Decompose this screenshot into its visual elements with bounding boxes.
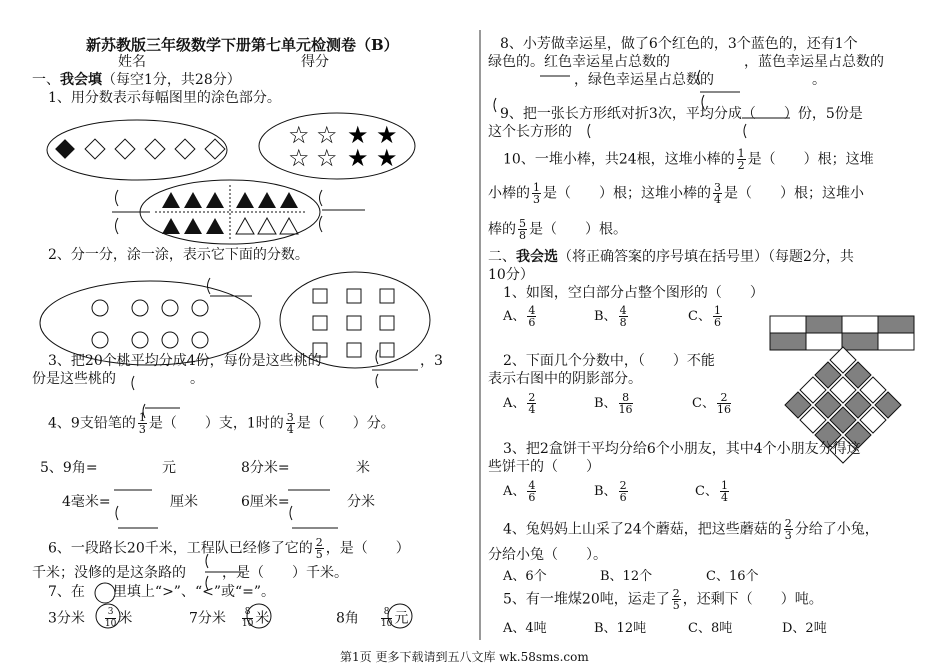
c4-option-a[interactable]: A、6个	[503, 569, 547, 584]
q5-item-1: 5、9角=	[40, 460, 98, 476]
page-title: 新苏教版三年级数学下册第七单元检测卷（B）	[86, 36, 399, 54]
q8-text-c: ，蓝色幸运星占总数的	[744, 54, 884, 70]
c1-text: 1、如图，空白部分占整个图形的（ ）	[503, 285, 764, 301]
q1-diamond-figure	[47, 120, 227, 180]
q5-item-4: 6厘米=	[241, 494, 290, 510]
q3-text-c: 份是这些桃的	[32, 371, 116, 387]
q10-frac-3: $\frac{3}{4}$	[714, 181, 721, 206]
q4-frac-1: $\frac{1}{3}$	[138, 411, 146, 436]
c1-option-b[interactable]: B、 $\frac{4}{8}$	[594, 304, 627, 329]
c4-option-c[interactable]: C、16个	[706, 569, 759, 584]
q5-item-3: 4毫米=	[62, 494, 111, 510]
c2-option-b[interactable]: B、 $\frac{8}{16}$	[594, 391, 633, 416]
q10-frac-2: $\frac{1}{3}$	[533, 181, 540, 206]
q8-text-a: 8、小芳做幸运星，做了6个红色的，3个蓝色的，还有1个	[500, 36, 858, 52]
q7-text: 7、在 里填上“>”、“<”或“=”。	[48, 584, 276, 600]
q5-unit-3: 厘米	[170, 494, 198, 510]
c3-option-c[interactable]: C、 $\frac{1}{4}$	[695, 479, 728, 504]
svg-text:☆: ☆	[316, 144, 338, 172]
c2-option-a[interactable]: A、 $\frac{2}{4}$	[503, 391, 536, 416]
c4-text-a: 4、兔妈妈上山采了24个蘑菇，把这些蘑菇的 $\frac{2}{3}$ 分给了小兔，	[503, 517, 879, 542]
section2-heading: 二、我会选（将正确答案的序号填在括号里）（每题2分，共	[488, 249, 854, 265]
q10-frac-1: $\frac{1}{2}$	[737, 147, 745, 172]
q3-text-a: 3、把20个桃平均分成4份，每份是这些桃的	[48, 353, 322, 369]
name-label: 姓名	[118, 54, 146, 70]
q3-text-end: 。	[190, 371, 204, 387]
q7-item-1: 3分米 $\frac{3}{10}$ 米	[48, 607, 133, 629]
q6-text-a: 6、一段路长20千米，工程队已经修了它的 $\frac{2}{5}$ ，是（ ）	[48, 536, 410, 561]
c2-text-a: 2、下面几个分数中，（ ）不能	[503, 353, 715, 369]
c4-option-b[interactable]: B、12个	[600, 569, 653, 584]
section2-note-cont: 10分）	[488, 267, 534, 283]
q4-text: 4、9支铅笔的 $\frac{1}{3}$ 是（ ）支，1时的 $\frac{3}{4}$ 是（ ）分。	[48, 411, 395, 436]
q10-text-a: 10、一堆小棒，共24根，这堆小棒的 $\frac{1}{2}$ 是（ ）根；这堆	[503, 147, 874, 172]
q8-text-b: 绿色的。红色幸运星占总数的	[488, 54, 670, 70]
svg-text:★: ★	[376, 144, 398, 172]
svg-text:★: ★	[376, 121, 398, 149]
q8-text-e: 。	[812, 72, 826, 88]
c3-option-b[interactable]: B、 $\frac{2}{6}$	[594, 479, 627, 504]
c1-grid-figure	[770, 316, 914, 350]
c5-option-b[interactable]: B、12吨	[594, 621, 647, 636]
score-label: 得分	[301, 54, 329, 70]
section1-heading: 一、我会填（每空1分，共28分）	[32, 72, 241, 88]
svg-text:★: ★	[347, 121, 369, 149]
svg-text:☆: ☆	[316, 121, 338, 149]
q1-triangle-figure	[140, 180, 320, 244]
q3-text-b: ，3	[420, 353, 443, 369]
c5-option-d[interactable]: D、2吨	[782, 621, 827, 636]
c2-option-c[interactable]: C、 $\frac{2}{16}$	[692, 391, 731, 416]
q9-text-b: 这个长方形的	[488, 124, 572, 140]
c1-option-a[interactable]: A、 $\frac{4}{6}$	[503, 304, 536, 329]
svg-text:☆: ☆	[288, 144, 310, 172]
q6-frac: $\frac{2}{5}$	[315, 536, 323, 561]
c4-text-b: 分给小兔（ ）。	[488, 547, 607, 563]
c3-text-a: 3、把2盒饼干平均分给6个小朋友，其中4个小朋友分得这	[503, 441, 861, 457]
q2-answer-blanks	[208, 278, 253, 296]
q2-text: 2、分一分，涂一涂，表示它下面的分数。	[48, 247, 309, 263]
q7-item-3: 8角 $\frac{8}{10}$ 元	[336, 607, 409, 629]
q6-text-b: 千米；没修的是这条路的 ，是（ ）千米。	[32, 565, 348, 581]
c3-text-b: 些饼干的（ ）	[488, 459, 600, 475]
q10-text-b: 小棒的 $\frac{1}{3}$ 是（ ）根；这堆小棒的 $\frac{3}{4}$ 是（ ）根；这堆小	[488, 181, 864, 206]
c1-option-c[interactable]: C、 $\frac{1}{6}$	[688, 304, 721, 329]
q10-text-c: 棒的 $\frac{5}{8}$ 是（ ）根。	[488, 217, 627, 242]
svg-text:☆: ☆	[288, 121, 310, 149]
c5-option-a[interactable]: A、4吨	[503, 621, 547, 636]
page-footer: 第1页 更多下载请到五八文库 wk.58sms.com	[340, 650, 589, 664]
q1-star-figure	[259, 113, 415, 179]
c3-option-a[interactable]: A、 $\frac{4}{6}$	[503, 479, 536, 504]
c5-text: 5、有一堆煤20吨，运走了 $\frac{2}{5}$ ，还剩下（ ）吨。	[503, 587, 823, 612]
q9-text-a: 9、把一张长方形纸对折3次，平均分成（ ）份，5份是	[500, 106, 863, 122]
q10-frac-4: $\frac{5}{8}$	[519, 217, 526, 242]
q5-unit-2: 米	[356, 460, 370, 476]
svg-text:★: ★	[347, 144, 369, 172]
q7-item-2: 7分米 $\frac{8}{10}$ 米	[189, 607, 270, 629]
q1-text: 1、用分数表示每幅图里的涂色部分。	[48, 90, 281, 106]
c5-option-c[interactable]: C、8吨	[688, 621, 733, 636]
c2-text-b: 表示右图中的阴影部分。	[488, 371, 642, 387]
q5-item-2: 8分米=	[241, 460, 290, 476]
q4-frac-2: $\frac{3}{4}$	[286, 411, 294, 436]
q5-unit-4: 分米	[347, 494, 375, 510]
q5-unit-1: 元	[162, 460, 176, 476]
q8-text-d: ，绿色幸运星占总数的	[574, 72, 714, 88]
